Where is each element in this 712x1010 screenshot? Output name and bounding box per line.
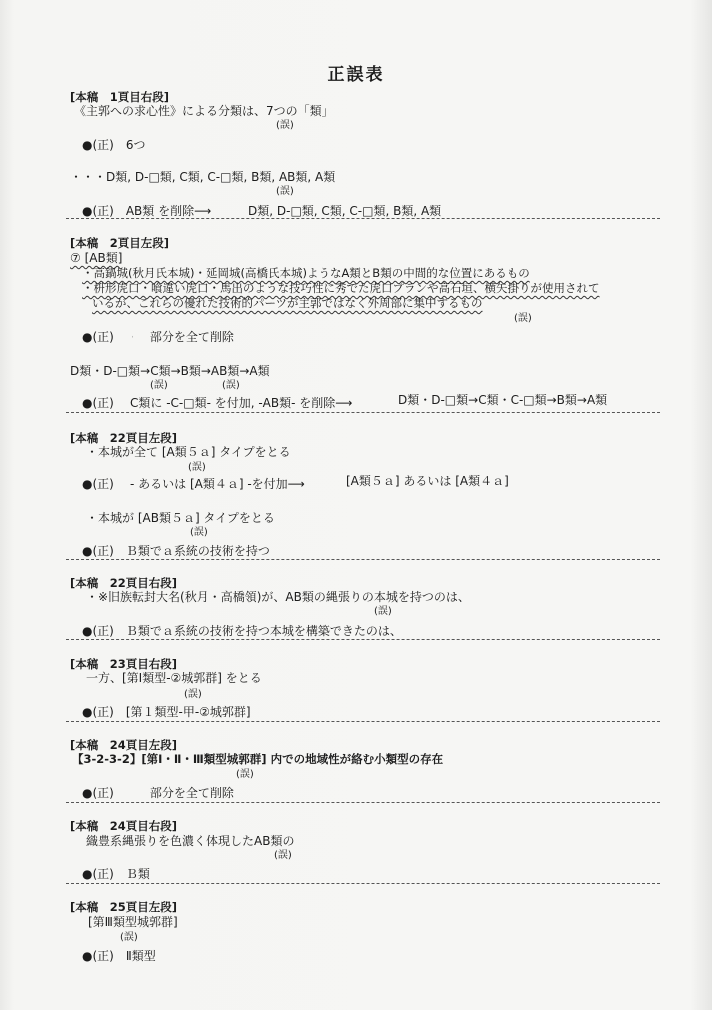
corrected-result: [A類５ａ] あるいは [A類４ａ] (346, 474, 509, 488)
correction-text: ●(正) 6つ (82, 138, 146, 152)
error-mark: (誤) (374, 606, 392, 617)
correction-text: ●(正) Ｂ類でａ系統の技術を持つ本城を構築できたのは、 (82, 624, 402, 638)
corrected-result: D類・D-□類→C類・C-□類→B類→A類 (398, 393, 608, 407)
section-heading: [本稿 23頁目右段] (70, 657, 178, 671)
section-divider (66, 559, 660, 560)
correction-text: - あるいは [A類４ａ] -を付加⟶ (130, 477, 305, 491)
error-mark: (誤) (188, 462, 206, 473)
section-divider (66, 883, 660, 884)
erratum-text: D類・D-□類→C類→B類→AB類→A類 (70, 364, 270, 378)
erratum-text: ・・・D類, D-□類, C類, C-□類, B類, AB類, A類 (70, 170, 336, 184)
erratum-text: ・高鍋城(秋月氏本城)・延岡城(高橋氏本城)ようなA類とB類の中間的な位置にあるもの (82, 266, 530, 280)
correction-text: ●(正) Ｂ類でａ系統の技術を持つ (82, 544, 270, 558)
section-heading: [本稿 24頁目右段] (70, 819, 178, 833)
section-divider (66, 639, 660, 640)
wavy-underline-marker (132, 325, 158, 335)
erratum-text: ⑦ [AB類] (70, 251, 123, 265)
erratum-text: ・本城が全て [A類５ａ] タイプをとる (86, 445, 291, 459)
error-mark: (誤) (276, 120, 294, 131)
erratum-text: いるが、これらの優れた技術的パーツが主郭ではなく外周部に集中するもの (92, 296, 483, 310)
correction-text: ●(正) Ｂ類 (82, 867, 150, 881)
erratum-text: [第Ⅲ類型城郭群] (88, 915, 178, 929)
correction-text: ●(正) 部分を全て削除 (82, 786, 234, 800)
error-mark: (誤) (274, 850, 292, 861)
error-mark: (誤) (236, 769, 254, 780)
section-heading: [本稿 22頁目右段] (70, 576, 178, 590)
correction-text: ●(正) 部分を全て削除 (82, 330, 234, 344)
correction-text: ●(正) AB類 を削除⟶ (82, 204, 212, 218)
section-heading: [本稿 25頁目左段] (70, 900, 178, 914)
correction-text: ●(正) Ⅱ類型 (82, 949, 156, 963)
section-heading: [本稿 2頁目左段] (70, 236, 170, 250)
section-divider (66, 721, 660, 722)
erratum-text: ・本城が [AB類５ａ] タイプをとる (86, 511, 275, 525)
error-mark: (誤) (190, 527, 208, 538)
erratum-text: 《主郭への求心性》による分類は、7つの「類」 (74, 104, 334, 118)
erratum-text: ・※旧族転封大名(秋月・高橋領)が、AB類の縄張りの本城を持つのは、 (86, 590, 470, 604)
correction-text: ●(正) [第１類型-甲-②城郭群] (82, 705, 251, 719)
error-mark: (誤) (184, 689, 202, 700)
section-heading: [本稿 22頁目左段] (70, 431, 178, 445)
error-mark: (誤) (276, 186, 294, 197)
section-heading: [本稿 1頁目右段] (70, 90, 170, 104)
erratum-text: 【3-2-3-2】[第Ⅰ・Ⅱ・Ⅲ類型城郭群] 内での地域性が絡む小類型の存在 (72, 752, 444, 766)
correction-label: ●(正) (82, 396, 114, 410)
correction-label: ●(正) (82, 477, 114, 491)
error-mark: (誤) (514, 313, 532, 324)
section-divider (66, 218, 660, 219)
section-heading: [本稿 24頁目左段] (70, 738, 178, 752)
corrected-result: D類, D-□類, C類, C-□類, B類, A類 (248, 204, 442, 218)
section-divider (66, 412, 660, 413)
correction-text: C類に -C-□類- を付加, -AB類- を削除⟶ (130, 396, 353, 410)
error-mark: (誤) (222, 380, 240, 391)
erratum-text: ・枡形虎口・喰違い虎口・馬出のような技巧性に秀でた虎口プランや高石垣、横矢掛りが使用されて (82, 281, 600, 295)
page-title: 正誤表 (327, 65, 385, 85)
error-mark: (誤) (150, 380, 168, 391)
erratum-text: 一方、[第Ⅰ類型-②城郭群] をとる (86, 671, 262, 685)
section-divider (66, 802, 660, 803)
error-mark: (誤) (120, 932, 138, 943)
erratum-text: 織豊系縄張りを色濃く体現したAB類の (86, 834, 295, 848)
